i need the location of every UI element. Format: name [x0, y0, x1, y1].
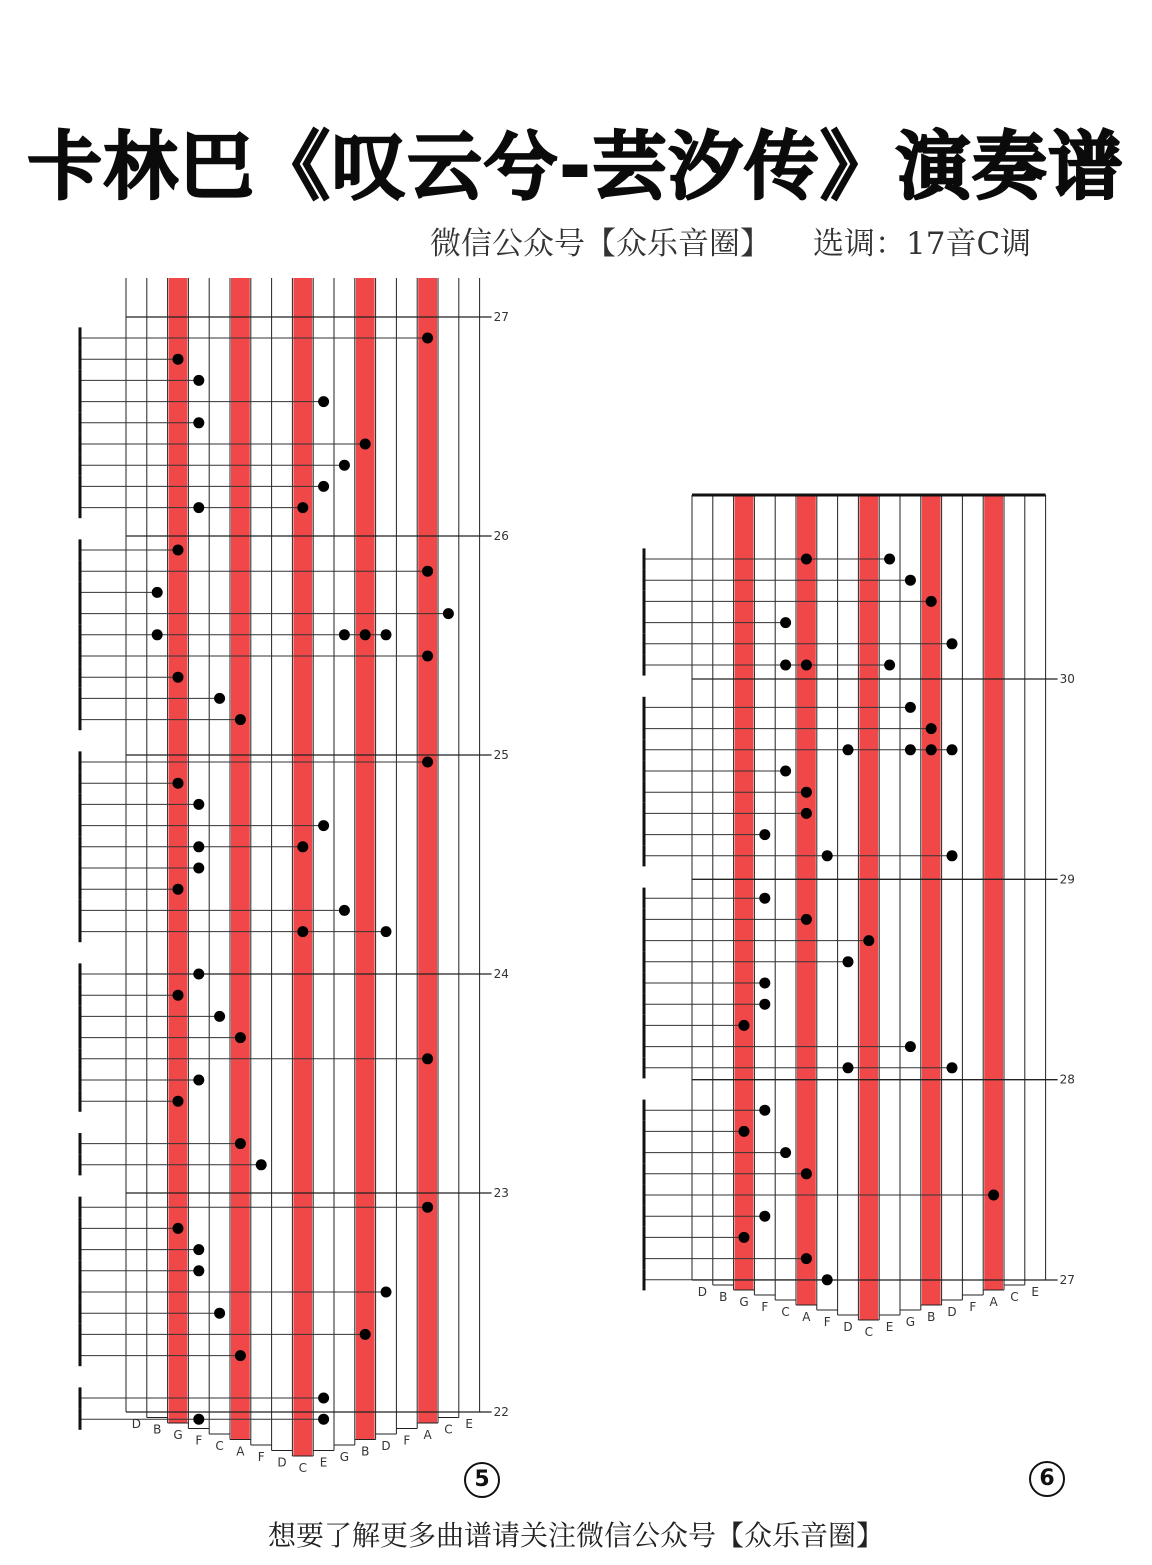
key-label: E	[465, 1417, 473, 1431]
note-dot	[193, 417, 204, 428]
note-dot	[214, 693, 225, 704]
note-dot	[443, 608, 454, 619]
note-dot	[759, 999, 770, 1010]
note-dot	[381, 629, 392, 640]
red-tine	[356, 278, 375, 1440]
key-label: E	[1031, 1285, 1039, 1299]
note-dot	[739, 1232, 750, 1243]
note-dot	[318, 1393, 329, 1404]
measure-number: 25	[493, 748, 509, 762]
red-tine	[231, 278, 250, 1440]
note-dot	[235, 1350, 246, 1361]
measure-number: 28	[1059, 1072, 1075, 1087]
note-dot	[759, 1211, 770, 1222]
note-dot	[360, 1329, 371, 1340]
note-dot	[193, 1414, 204, 1425]
note-dot	[173, 545, 184, 556]
kalimba-sheet-page-6	[630, 485, 1080, 1369]
note-dot	[422, 757, 433, 768]
key-label: B	[927, 1310, 936, 1324]
subtitle	[430, 218, 1031, 263]
note-dot	[739, 1126, 750, 1137]
note-dot	[173, 990, 184, 1001]
note-dot	[422, 1053, 433, 1064]
key-label: D	[381, 1439, 391, 1453]
red-tine	[859, 495, 878, 1320]
note-dot	[947, 744, 958, 755]
key-label: F	[823, 1315, 831, 1329]
key-label: E	[885, 1320, 894, 1334]
note-dot	[801, 914, 812, 925]
key-label: C	[444, 1422, 453, 1437]
note-dot	[801, 1168, 812, 1179]
note-dot	[947, 1062, 958, 1073]
note-dot	[947, 638, 958, 649]
note-dot	[801, 554, 812, 565]
note-dot	[905, 744, 916, 755]
key-label: B	[361, 1444, 370, 1459]
note-dot	[843, 744, 854, 755]
note-dot	[801, 1253, 812, 1264]
note-dot	[780, 660, 791, 671]
note-dot	[318, 481, 329, 492]
note-dot	[235, 1138, 246, 1149]
red-tine	[922, 495, 941, 1305]
note-dot	[193, 1265, 204, 1276]
account-label: 微信公众号【众乐音圈】	[430, 226, 771, 262]
key-label: D	[843, 1320, 853, 1334]
key-label: D	[131, 1417, 142, 1431]
note-dot	[214, 1011, 225, 1022]
page-title: 卡林巴《叹云兮-芸汐传》演奏谱	[27, 124, 1125, 210]
note-dot	[360, 629, 371, 640]
tablature-staff	[630, 485, 1080, 1365]
key-label: A	[236, 1444, 245, 1459]
tablature-staff	[60, 270, 520, 1480]
measure-number: 23	[493, 1186, 509, 1200]
footer-note: 想要了解更多曲谱请关注微信公众号【众乐音圈】	[267, 1519, 884, 1552]
measure-number: 29	[1059, 872, 1075, 887]
measure-number: 30	[1059, 672, 1075, 686]
red-tine	[169, 278, 188, 1423]
note-dot	[780, 1147, 791, 1158]
note-dot	[339, 460, 350, 471]
note-dot	[173, 354, 184, 365]
key-label: G	[905, 1315, 916, 1329]
note-dot	[152, 629, 163, 640]
note-dot	[801, 808, 812, 819]
note-dot	[926, 744, 937, 755]
note-dot	[193, 863, 204, 874]
key-label: D	[277, 1455, 287, 1470]
key-label: F	[195, 1433, 203, 1448]
note-dot	[905, 1041, 916, 1052]
note-dot	[193, 502, 204, 513]
key-label: A	[802, 1310, 811, 1324]
note-dot	[884, 554, 895, 565]
key-label: F	[257, 1450, 265, 1464]
key-label: C	[298, 1461, 307, 1475]
note-dot	[214, 1308, 225, 1319]
note-dot	[759, 978, 770, 989]
key-label: D	[697, 1285, 708, 1299]
note-dot	[339, 905, 350, 916]
note-dot	[193, 969, 204, 980]
key-label: G	[339, 1450, 350, 1464]
key-label: C	[864, 1325, 873, 1339]
note-dot	[801, 660, 812, 671]
note-dot	[193, 375, 204, 386]
key-label: F	[969, 1300, 977, 1314]
note-dot	[947, 850, 958, 861]
note-dot	[318, 396, 329, 407]
note-dot	[173, 778, 184, 789]
note-dot	[759, 829, 770, 840]
red-tine	[797, 495, 816, 1305]
note-dot	[193, 1075, 204, 1086]
note-dot	[360, 439, 371, 450]
key-label: D	[947, 1305, 957, 1319]
note-dot	[422, 566, 433, 577]
key-label: C	[781, 1305, 790, 1319]
key-label: A	[989, 1295, 998, 1309]
red-tine	[293, 278, 312, 1456]
note-dot	[843, 956, 854, 967]
red-tine	[418, 278, 437, 1423]
key-label: E	[319, 1455, 328, 1470]
note-dot	[863, 935, 874, 946]
kalimba-sheet-page-5	[60, 270, 520, 1484]
note-dot	[926, 723, 937, 734]
measure-number: 22	[493, 1405, 509, 1419]
note-dot	[235, 1032, 246, 1043]
key-label: F	[761, 1300, 769, 1314]
note-dot	[780, 617, 791, 628]
key-label: B	[719, 1290, 728, 1304]
red-tine	[735, 495, 754, 1290]
note-dot	[905, 702, 916, 713]
note-dot	[884, 660, 895, 671]
note-dot	[381, 926, 392, 937]
page-number-badge: 6	[1029, 1461, 1065, 1497]
key-label: G	[739, 1295, 749, 1309]
note-dot	[739, 1020, 750, 1031]
note-dot	[843, 1062, 854, 1073]
page-number-badge: 5	[464, 1462, 500, 1498]
note-dot	[422, 1202, 433, 1213]
note-dot	[318, 1414, 329, 1425]
key-label: B	[153, 1422, 162, 1437]
key-label: C	[215, 1439, 224, 1453]
note-dot	[905, 575, 916, 586]
note-dot	[173, 884, 184, 895]
note-dot	[173, 1096, 184, 1107]
note-dot	[822, 850, 833, 861]
key-label: F	[403, 1433, 411, 1448]
key-label: C	[1010, 1290, 1019, 1304]
red-tine	[984, 495, 1003, 1290]
note-dot	[926, 596, 937, 607]
note-dot	[422, 333, 433, 344]
key-label: G	[173, 1428, 183, 1442]
measure-number: 27	[493, 310, 509, 324]
note-dot	[297, 841, 308, 852]
note-dot	[193, 799, 204, 810]
note-dot	[759, 893, 770, 904]
note-dot	[173, 672, 184, 683]
note-dot	[297, 926, 308, 937]
note-dot	[193, 1244, 204, 1255]
measure-number: 27	[1059, 1273, 1075, 1287]
note-dot	[235, 714, 246, 725]
note-dot	[173, 1223, 184, 1234]
note-dot	[759, 1105, 770, 1116]
note-dot	[422, 651, 433, 662]
measure-number: 24	[493, 967, 509, 981]
key-label: 选调：17音C调	[813, 226, 1032, 262]
note-dot	[193, 841, 204, 852]
note-dot	[822, 1274, 833, 1285]
note-dot	[381, 1287, 392, 1298]
note-dot	[256, 1159, 267, 1170]
note-dot	[801, 787, 812, 798]
note-dot	[297, 502, 308, 513]
note-dot	[988, 1190, 999, 1201]
note-dot	[152, 587, 163, 598]
note-dot	[318, 820, 329, 831]
key-label: A	[423, 1428, 432, 1442]
note-dot	[339, 629, 350, 640]
note-dot	[780, 766, 791, 777]
measure-number: 26	[493, 529, 509, 543]
